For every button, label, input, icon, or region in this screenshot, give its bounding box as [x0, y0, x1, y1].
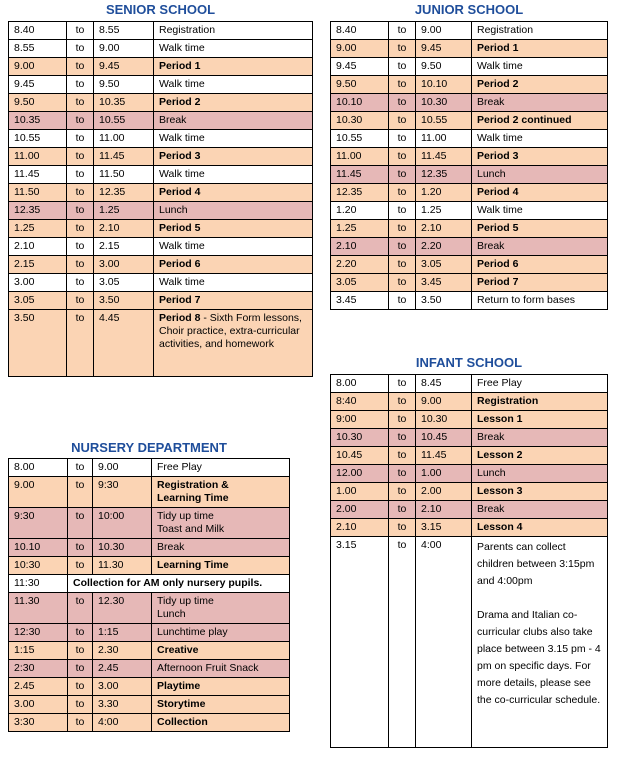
start-time: 9.00 [9, 477, 68, 508]
activity: Period 5 [154, 220, 313, 238]
to-separator: to [67, 166, 94, 184]
activity: Period 5 [472, 220, 608, 238]
end-time: 2.10 [416, 220, 472, 238]
table-row [331, 519, 608, 537]
period-8-description: - Sixth Form lessons, Choir practice, extra-curricular activities, and homework [159, 312, 302, 350]
to-separator: to [389, 202, 416, 220]
to-separator: to [389, 429, 416, 447]
table-row [9, 696, 290, 714]
to-separator: to [68, 593, 93, 624]
end-time: 11.50 [94, 166, 154, 184]
end-time: 2.30 [93, 642, 152, 660]
end-time: 11.30 [93, 557, 152, 575]
activity: Walk time [154, 238, 313, 256]
activity: Break [472, 94, 608, 112]
start-time: 3.45 [331, 292, 389, 310]
end-time: 8.45 [416, 375, 472, 393]
start-time: 3:30 [9, 714, 68, 732]
activity: Walk time [154, 274, 313, 292]
start-time: 10:30 [9, 557, 68, 575]
activity: Return to form bases [472, 292, 608, 310]
to-separator: to [68, 624, 93, 642]
activity: Period 7 [472, 274, 608, 292]
start-time: 11.45 [331, 166, 389, 184]
to-separator: to [389, 292, 416, 310]
end-time: 12.35 [416, 166, 472, 184]
table-row [331, 166, 608, 184]
to-separator: to [67, 112, 94, 130]
end-time: 4:00 [416, 537, 472, 748]
table-row [9, 76, 313, 94]
start-time: 3.00 [9, 696, 68, 714]
table-row [331, 537, 608, 748]
activity: Break [472, 501, 608, 519]
end-time: 3.00 [94, 256, 154, 274]
end-time: 10.30 [93, 539, 152, 557]
activity: Period 1 [472, 40, 608, 58]
to-separator: to [389, 238, 416, 256]
to-separator: to [67, 274, 94, 292]
table-row [9, 58, 313, 76]
activity: Period 6 [154, 256, 313, 274]
start-time: 9.00 [9, 58, 67, 76]
to-separator: to [389, 465, 416, 483]
end-time: 10.45 [416, 429, 472, 447]
start-time: 2.10 [9, 238, 67, 256]
to-separator: to [389, 393, 416, 411]
table-row [9, 274, 313, 292]
start-time: 12.35 [331, 184, 389, 202]
to-separator: to [67, 22, 94, 40]
end-time: 9:30 [93, 477, 152, 508]
start-time: 2.00 [331, 501, 389, 519]
start-time: 2.20 [331, 256, 389, 274]
table-row [331, 274, 608, 292]
activity: Lunch [154, 202, 313, 220]
table-row [331, 375, 608, 393]
start-time: 9:00 [331, 411, 389, 429]
end-time: 9.45 [416, 40, 472, 58]
table-row [9, 94, 313, 112]
start-time: 10.30 [331, 112, 389, 130]
end-time: 3.30 [93, 696, 152, 714]
end-time: 11.00 [416, 130, 472, 148]
activity: Break [154, 112, 313, 130]
table-row [9, 678, 290, 696]
start-time: 9.50 [331, 76, 389, 94]
activity: Period 2 [154, 94, 313, 112]
to-separator: to [68, 660, 93, 678]
nursery-department-timetable [8, 458, 290, 732]
to-separator: to [67, 310, 94, 377]
activity: Period 1 [154, 58, 313, 76]
start-time: 3.15 [331, 537, 389, 748]
table-row [331, 58, 608, 76]
table-row [9, 508, 290, 539]
activity: Lesson 4 [472, 519, 608, 537]
table-row [331, 22, 608, 40]
table-row [331, 256, 608, 274]
start-time: 11.30 [9, 593, 68, 624]
activity: Free Play [152, 459, 290, 477]
to-separator: to [68, 696, 93, 714]
junior-school-timetable [330, 21, 608, 310]
end-time: 12.35 [94, 184, 154, 202]
table-row [9, 292, 313, 310]
table-row [9, 575, 290, 593]
end-time: 4.45 [94, 310, 154, 377]
activity: Walk time [154, 76, 313, 94]
table-row [9, 256, 313, 274]
table-row [9, 477, 290, 508]
table-row [331, 148, 608, 166]
to-separator: to [68, 642, 93, 660]
to-separator: to [389, 537, 416, 748]
end-time: 1.25 [416, 202, 472, 220]
table-row [9, 220, 313, 238]
activity: Walk time [472, 58, 608, 76]
to-separator: to [68, 539, 93, 557]
start-time: 8.40 [9, 22, 67, 40]
activity: Collection for AM only nursery pupils. [68, 575, 290, 593]
end-time: 11.45 [416, 148, 472, 166]
activity [154, 310, 313, 377]
end-time: 2.45 [93, 660, 152, 678]
activity: Lunch [472, 465, 608, 483]
start-time: 2.15 [9, 256, 67, 274]
activity: Period 2 [472, 76, 608, 94]
activity: Period 7 [154, 292, 313, 310]
table-row [9, 714, 290, 732]
activity: Afternoon Fruit Snack [152, 660, 290, 678]
start-time: 1.25 [331, 220, 389, 238]
start-time: 2.10 [331, 519, 389, 537]
infant-school-rows [331, 375, 608, 748]
end-time: 10.30 [416, 411, 472, 429]
activity: Registration [472, 393, 608, 411]
senior-school-heading: SENIOR SCHOOL [105, 2, 216, 17]
start-time: 8.40 [331, 22, 389, 40]
start-time: 2.45 [9, 678, 68, 696]
to-separator: to [389, 40, 416, 58]
table-row [9, 557, 290, 575]
start-time: 11.50 [9, 184, 67, 202]
activity: Free Play [472, 375, 608, 393]
activity: Lesson 1 [472, 411, 608, 429]
table-row [331, 483, 608, 501]
activity: Walk time [472, 130, 608, 148]
to-separator: to [389, 166, 416, 184]
to-separator: to [68, 459, 93, 477]
table-row [331, 447, 608, 465]
table-row [9, 202, 313, 220]
end-time: 10.10 [416, 76, 472, 94]
table-row [9, 624, 290, 642]
end-time: 3.50 [94, 292, 154, 310]
start-time: 11.45 [9, 166, 67, 184]
start-time: 10.45 [331, 447, 389, 465]
start-time: 1.25 [9, 220, 67, 238]
start-time: 9.45 [331, 58, 389, 76]
activity: Walk time [154, 166, 313, 184]
end-time: 11.00 [94, 130, 154, 148]
to-separator: to [68, 508, 93, 539]
table-row [9, 148, 313, 166]
start-time: 12.00 [331, 465, 389, 483]
start-time: 9:30 [9, 508, 68, 539]
to-separator: to [67, 202, 94, 220]
table-row [9, 184, 313, 202]
end-time: 9.50 [416, 58, 472, 76]
end-time: 8.55 [94, 22, 154, 40]
to-separator: to [389, 94, 416, 112]
activity: Registration [154, 22, 313, 40]
activity: Period 4 [472, 184, 608, 202]
table-row [331, 429, 608, 447]
to-separator: to [389, 519, 416, 537]
activity: Walk time [472, 202, 608, 220]
table-row [331, 94, 608, 112]
activity: Tidy up time Toast and Milk [152, 508, 290, 539]
table-row [331, 393, 608, 411]
start-time: 1:15 [9, 642, 68, 660]
start-time: 12.35 [9, 202, 67, 220]
activity: Registration [472, 22, 608, 40]
activity: Storytime [152, 696, 290, 714]
activity: Learning Time [152, 557, 290, 575]
to-separator: to [389, 256, 416, 274]
end-time: 9.50 [94, 76, 154, 94]
start-time: 3.05 [331, 274, 389, 292]
activity: Walk time [154, 40, 313, 58]
table-row [331, 411, 608, 429]
start-time: 11.00 [331, 148, 389, 166]
to-separator: to [67, 292, 94, 310]
end-time: 1.20 [416, 184, 472, 202]
table-row [331, 292, 608, 310]
period-8-label: Period 8 [159, 312, 201, 324]
activity: Period 3 [472, 148, 608, 166]
to-separator: to [389, 375, 416, 393]
start-time: 8.00 [331, 375, 389, 393]
activity: Creative [152, 642, 290, 660]
activity: Period 3 [154, 148, 313, 166]
table-row [9, 660, 290, 678]
to-separator: to [389, 22, 416, 40]
to-separator: to [68, 678, 93, 696]
to-separator: to [67, 256, 94, 274]
to-separator: to [68, 557, 93, 575]
start-time: 9.45 [9, 76, 67, 94]
end-time: 11.45 [94, 148, 154, 166]
start-time: 3.05 [9, 292, 67, 310]
end-time: 2.20 [416, 238, 472, 256]
end-time: 1.25 [94, 202, 154, 220]
to-separator: to [389, 130, 416, 148]
table-row [331, 220, 608, 238]
start-time: 9.50 [9, 94, 67, 112]
start-time: 9.00 [331, 40, 389, 58]
table-row [9, 40, 313, 58]
activity: Registration & Learning Time [152, 477, 290, 508]
to-separator: to [389, 411, 416, 429]
activity: Period 2 continued [472, 112, 608, 130]
start-time: 10.10 [9, 539, 68, 557]
end-time: 2.15 [94, 238, 154, 256]
infant-school-heading: INFANT SCHOOL [415, 355, 523, 370]
to-separator: to [67, 184, 94, 202]
senior-school-rows [9, 22, 313, 377]
table-row [331, 40, 608, 58]
end-time: 3.15 [416, 519, 472, 537]
end-time: 10.30 [416, 94, 472, 112]
activity: Lesson 2 [472, 447, 608, 465]
activity: Walk time [154, 130, 313, 148]
table-row [331, 112, 608, 130]
nursery-department-heading: NURSERY DEPARTMENT [71, 440, 227, 455]
activity: Break [472, 238, 608, 256]
table-row [9, 130, 313, 148]
start-time: 10.55 [331, 130, 389, 148]
start-time: 3.00 [9, 274, 67, 292]
end-time: 3.00 [93, 678, 152, 696]
end-time: 9.00 [416, 22, 472, 40]
start-time: 10.55 [9, 130, 67, 148]
end-time: 12.30 [93, 593, 152, 624]
start-time: 11.00 [9, 148, 67, 166]
table-row [331, 76, 608, 94]
table-row [9, 539, 290, 557]
table-row [9, 22, 313, 40]
to-separator: to [67, 220, 94, 238]
to-separator: to [389, 76, 416, 94]
to-separator: to [67, 238, 94, 256]
end-time: 1.00 [416, 465, 472, 483]
table-row [9, 310, 313, 377]
end-time: 2.00 [416, 483, 472, 501]
junior-school-rows [331, 22, 608, 310]
senior-school-timetable [8, 21, 313, 377]
to-separator: to [389, 501, 416, 519]
to-separator: to [67, 148, 94, 166]
start-time: 10.30 [331, 429, 389, 447]
to-separator: to [68, 714, 93, 732]
to-separator: to [67, 58, 94, 76]
table-row [331, 202, 608, 220]
start-time: 10.10 [331, 94, 389, 112]
to-separator: to [67, 94, 94, 112]
table-row [9, 593, 290, 624]
to-separator: to [389, 148, 416, 166]
to-separator: to [389, 184, 416, 202]
to-separator: to [389, 112, 416, 130]
activity: Break [472, 429, 608, 447]
start-time: 1.00 [331, 483, 389, 501]
start-time: 12:30 [9, 624, 68, 642]
end-time: 2.10 [94, 220, 154, 238]
end-time: 3.45 [416, 274, 472, 292]
activity: Period 6 [472, 256, 608, 274]
activity: Lesson 3 [472, 483, 608, 501]
end-time: 2.10 [416, 501, 472, 519]
end-time: 3.05 [416, 256, 472, 274]
end-time: 10.35 [94, 94, 154, 112]
activity: Collection [152, 714, 290, 732]
to-separator: to [67, 76, 94, 94]
end-time: 3.05 [94, 274, 154, 292]
to-separator: to [389, 274, 416, 292]
end-time: 11.45 [416, 447, 472, 465]
start-time: 11:30 [9, 575, 68, 593]
table-row [9, 238, 313, 256]
table-row [331, 501, 608, 519]
end-time: 3.50 [416, 292, 472, 310]
to-separator: to [389, 58, 416, 76]
table-row [331, 130, 608, 148]
activity: Lunchtime play [152, 624, 290, 642]
start-time: 8.00 [9, 459, 68, 477]
start-time: 1.20 [331, 202, 389, 220]
nursery-department-rows [9, 459, 290, 732]
end-time: 9.00 [94, 40, 154, 58]
end-time: 9.00 [416, 393, 472, 411]
start-time: 10.35 [9, 112, 67, 130]
to-separator: to [68, 477, 93, 508]
table-row [331, 465, 608, 483]
start-time: 3.50 [9, 310, 67, 377]
table-row [9, 166, 313, 184]
start-time: 2:30 [9, 660, 68, 678]
activity: Playtime [152, 678, 290, 696]
end-time: 10.55 [416, 112, 472, 130]
end-time: 1:15 [93, 624, 152, 642]
activity: Period 4 [154, 184, 313, 202]
table-row [9, 642, 290, 660]
end-time: 10.55 [94, 112, 154, 130]
activity: Tidy up time Lunch [152, 593, 290, 624]
junior-school-heading: JUNIOR SCHOOL [414, 2, 524, 17]
activity: Break [152, 539, 290, 557]
end-time: 9.45 [94, 58, 154, 76]
to-separator: to [389, 483, 416, 501]
start-time: 2.10 [331, 238, 389, 256]
activity: Parents can collect children between 3:15pm and 4:00pm Drama and Italian co-curricular clubs also take place between 3.15 pm - 4 pm on specific days. For more details, please see the co-curricular schedule. [472, 537, 608, 748]
start-time: 8:40 [331, 393, 389, 411]
end-time: 9.00 [93, 459, 152, 477]
end-time: 4:00 [93, 714, 152, 732]
to-separator: to [389, 220, 416, 238]
activity: Lunch [472, 166, 608, 184]
table-row [331, 238, 608, 256]
table-row [9, 112, 313, 130]
to-separator: to [67, 40, 94, 58]
infant-school-timetable [330, 374, 608, 748]
start-time: 8.55 [9, 40, 67, 58]
table-row [9, 459, 290, 477]
to-separator: to [67, 130, 94, 148]
end-time: 10:00 [93, 508, 152, 539]
table-row [331, 184, 608, 202]
to-separator: to [389, 447, 416, 465]
